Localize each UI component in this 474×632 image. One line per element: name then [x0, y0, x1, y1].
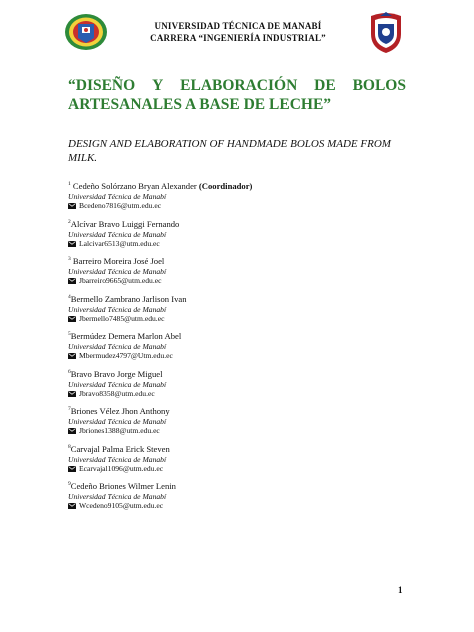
author-entry: [68, 444, 408, 482]
author-name-line: [68, 369, 408, 380]
author-entry: [68, 331, 408, 369]
author-email[interactable]: Wcedeno9105@utm.edu.ec: [79, 501, 164, 510]
author-institution: Universidad Técnica de Manabí: [68, 492, 167, 501]
author-number: 6: [68, 368, 71, 375]
author-institution: Universidad Técnica de Manabí: [68, 454, 167, 464]
author-email-line: [68, 351, 408, 361]
spanish-title: [68, 76, 406, 114]
author-entry: [68, 181, 408, 219]
author-name-line: [68, 181, 408, 192]
author-name: Cedeño Briones Wilmer Lenin: [70, 481, 176, 491]
envelope-icon: [68, 316, 76, 322]
author-name: Bermúdez Demera Marlon Abel: [70, 331, 182, 341]
author-name-line: [68, 294, 408, 305]
document-header: [118, 20, 358, 44]
author-entry: [68, 481, 408, 519]
author-email[interactable]: Bcedeno7816@utm.edu.ec: [79, 201, 162, 210]
title-word: BOLOS: [352, 77, 406, 94]
envelope-icon: [68, 241, 76, 247]
author-email-line: [68, 389, 408, 399]
author-email-line: [68, 201, 408, 211]
author-email[interactable]: Jbriones1388@utm.edu.ec: [79, 426, 160, 435]
envelope-icon: [68, 391, 76, 397]
career-name: CARRERA “INGENIERÍA INDUSTRIAL”: [150, 33, 326, 43]
author-name-line: [68, 219, 408, 230]
author-institution: Universidad Técnica de Manabí: [68, 267, 167, 276]
author-institution: Universidad Técnica de Manabí: [68, 417, 167, 426]
author-name-line: [68, 331, 408, 342]
author-name-line: [68, 481, 408, 492]
author-number: 3: [68, 256, 71, 263]
author-name: Alcívar Bravo Luiggi Fernando: [70, 218, 180, 229]
spanish-title-line2: ARTESANALES A BASE DE LECHE”: [68, 96, 332, 113]
author-email[interactable]: Jbarreiro9665@utm.edu.ec: [79, 276, 162, 285]
author-name-line: [68, 256, 408, 267]
envelope-icon: [68, 466, 76, 472]
author-institution: Universidad Técnica de Manabí: [68, 304, 167, 314]
author-number: 4: [68, 293, 71, 300]
author-number: 7: [68, 406, 71, 413]
author-entry: [68, 219, 408, 257]
author-number: 9: [68, 481, 71, 488]
envelope-icon: [68, 203, 76, 209]
english-title: DESIGN AND ELABORATION OF HANDMADE BOLOS MADE FROM MILK.: [68, 138, 391, 164]
shield-crest-icon: [368, 12, 404, 54]
university-name: UNIVERSIDAD TÉCNICA DE MANABÍ: [154, 21, 322, 31]
title-word: DE: [314, 77, 336, 94]
author-name: Cedeño Solórzano Bryan Alexander: [72, 181, 197, 191]
title-word: Y: [152, 77, 164, 94]
envelope-icon: [68, 503, 76, 509]
author-institution: Universidad Técnica de Manabí: [68, 379, 167, 389]
author-entry: [68, 256, 408, 294]
author-institution: Universidad Técnica de Manabí: [68, 229, 167, 239]
author-email-line: [68, 501, 408, 511]
author-email-line: [68, 426, 408, 436]
author-institution: Universidad Técnica de Manabí: [68, 192, 167, 201]
author-email[interactable]: Mbermudez4797@Utm.edu.ec: [79, 351, 173, 360]
author-number: 5: [68, 331, 71, 338]
envelope-icon: [68, 278, 76, 284]
author-name: Barreiro Moreira José Joel: [72, 256, 165, 266]
author-number: 8: [68, 443, 71, 450]
author-email-line: [68, 314, 408, 324]
author-name: Bravo Bravo Jorge Miguel: [70, 368, 163, 379]
author-entry: [68, 406, 408, 444]
author-number: 1: [68, 181, 71, 188]
author-email-line: [68, 276, 408, 286]
author-name-line: [68, 406, 408, 417]
author-email[interactable]: Ecarvajal1096@utm.edu.ec: [79, 463, 164, 473]
author-name-line: [68, 444, 408, 455]
envelope-icon: [68, 428, 76, 434]
author-entry: [68, 369, 408, 407]
author-name: Bermello Zambrano Jarlison Ivan: [70, 293, 187, 304]
spanish-title-line1: [68, 76, 406, 95]
title-word: “DISEÑO: [68, 77, 136, 94]
author-number: 2: [68, 218, 71, 225]
author-role: (Coordinador): [198, 181, 253, 191]
author-email[interactable]: Jbravo8358@utm.edu.ec: [79, 388, 155, 398]
title-word: ELABORACIÓN: [180, 77, 298, 94]
author-institution: Universidad Técnica de Manabí: [68, 342, 167, 351]
page-number: 1: [398, 585, 403, 595]
university-logo-icon: [64, 12, 108, 52]
author-email[interactable]: Lalcivar6513@utm.edu.ec: [79, 238, 160, 248]
envelope-icon: [68, 353, 76, 359]
author-entry: [68, 294, 408, 332]
author-email-line: [68, 239, 408, 249]
author-name: Carvajal Palma Erick Steven: [70, 443, 170, 454]
author-name: Briones Vélez Jhon Anthony: [70, 406, 170, 416]
author-email[interactable]: Jbermello7485@utm.edu.ec: [79, 313, 165, 323]
author-email-line: [68, 464, 408, 474]
author-list: [68, 181, 408, 519]
